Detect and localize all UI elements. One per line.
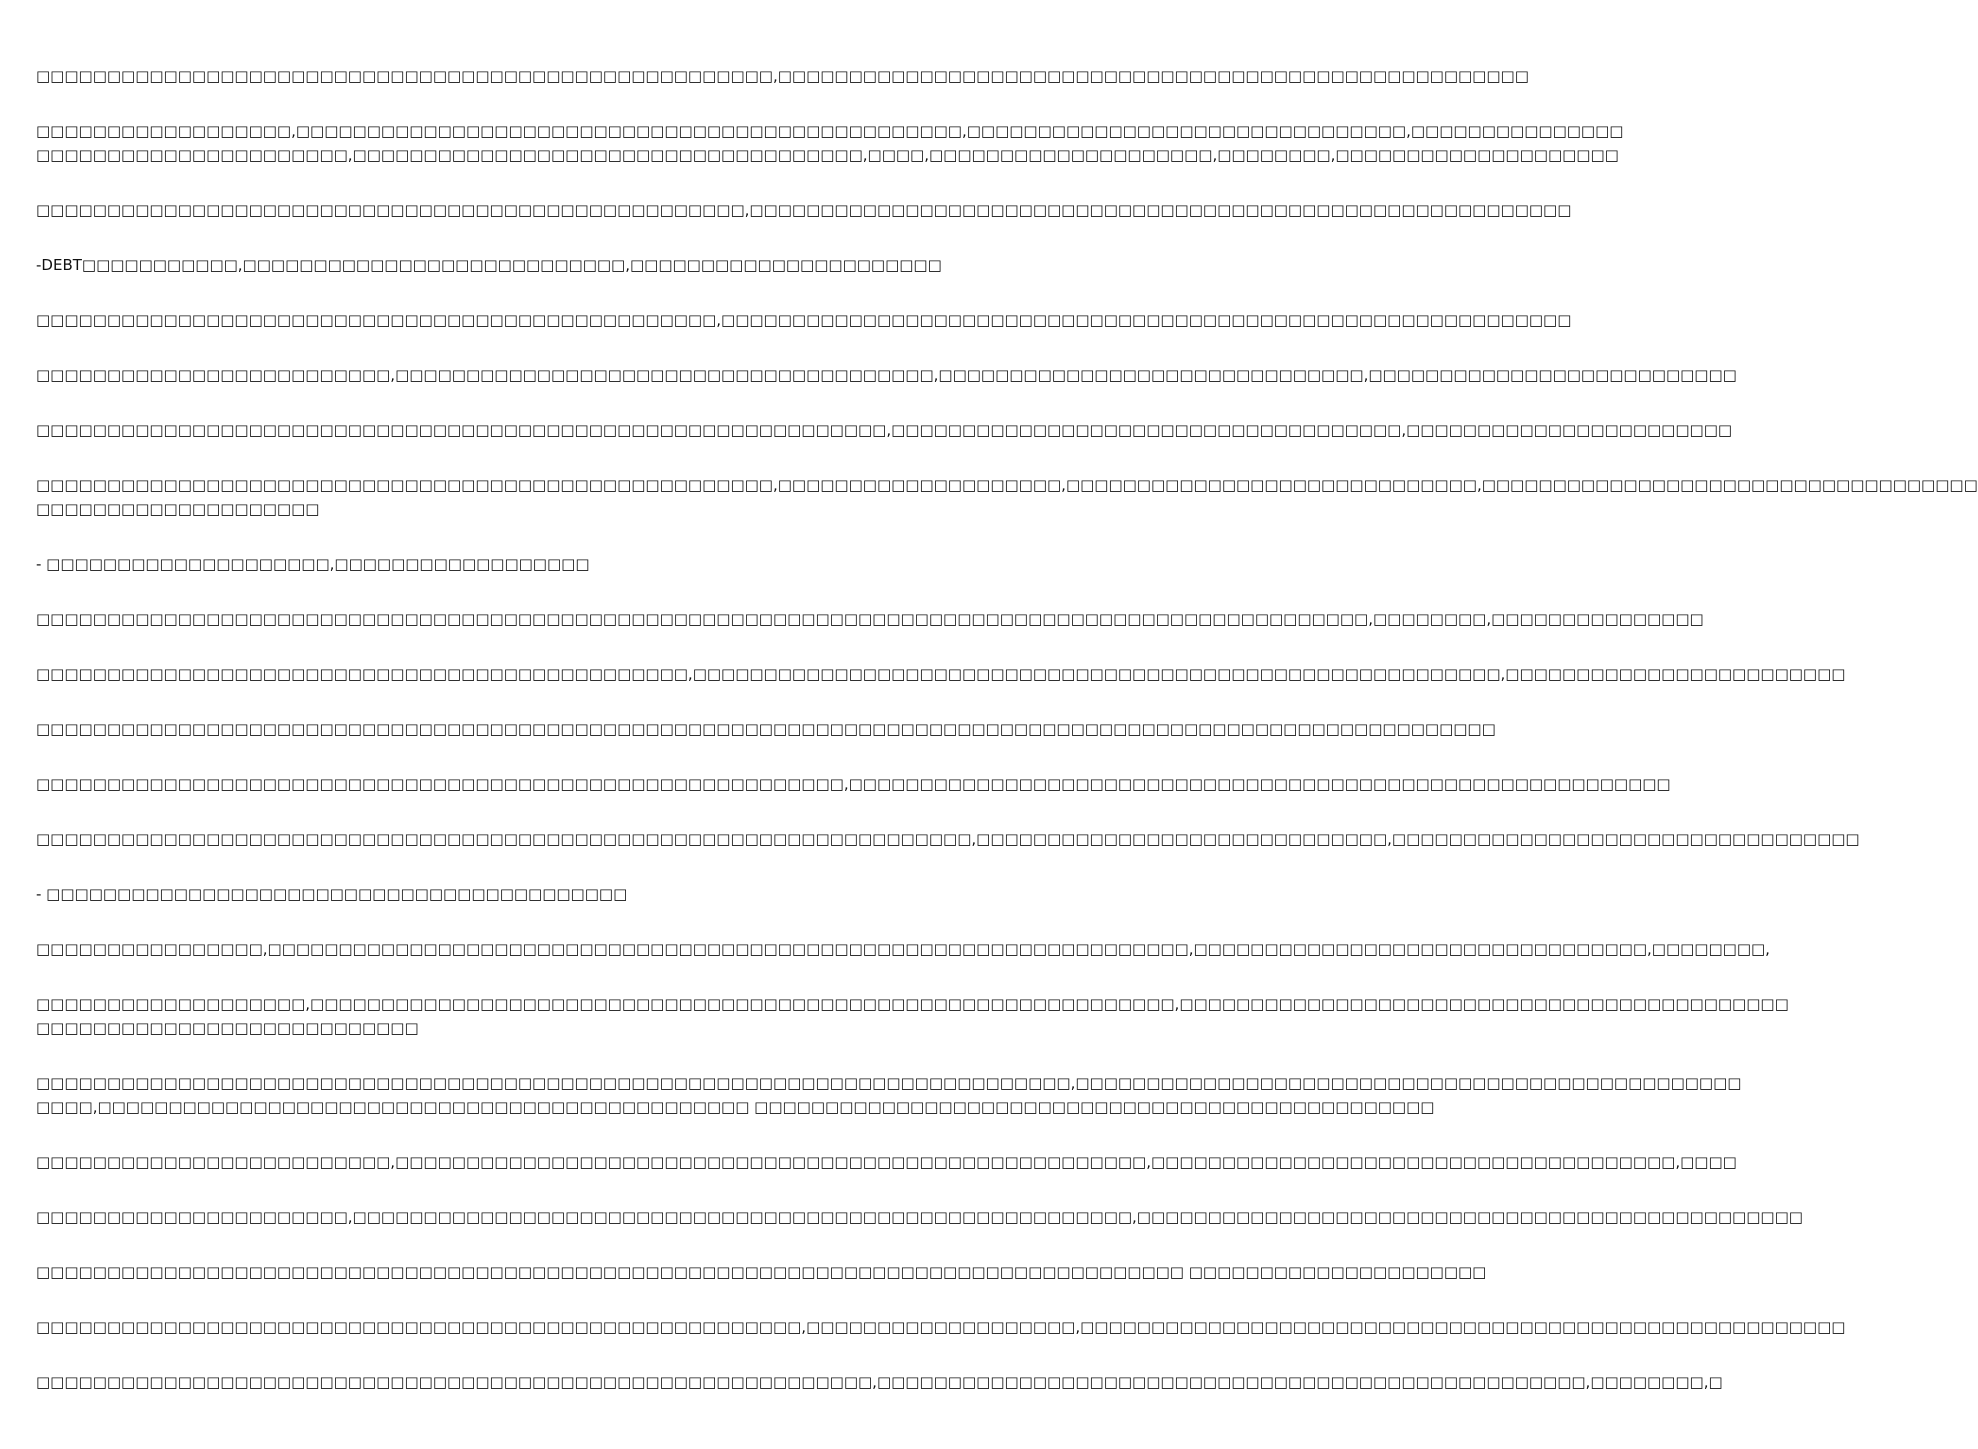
paragraph-line: - □□□□□□□□□□□□□□□□□□□□□□□□□□□□□□□□□□□□□□□□□ — [36, 885, 628, 903]
paragraph — [36, 937, 1770, 961]
paragraph-line: □□□□□□□□□□□□□□□□□□□,□□□□□□□□□□□□□□□□□□□□□□□□□□□□□□□□□□□□□□□□□□□□□□□□□□□□□□□□□□□□□,□□□□□□□□□□□□□□□□□□□□□□□□□□□□□□□□□□□□□□□□□□□ — [36, 995, 1789, 1013]
paragraph — [36, 882, 990, 906]
paragraph — [36, 64, 1529, 88]
paragraph — [36, 552, 990, 576]
paragraph — [36, 607, 1704, 631]
paragraph-line: □□□□□□□□□□□□□□□□□□□□□□□□□□□□□□□□□□□□□□□□□□□□□□□□□□□□□□□□□,□□□□□□□□□□□□□□□□□□□□□□□□□□□□□□□□□□□□□□□□□□□□□□□□□□□□□□□□□□ — [36, 775, 1671, 793]
paragraph-line: □□□□□□□□□□□□□□□□□□□□□□□□□□□□□□□□□□□□□□□□□□□□□□□□□□□□□□□□□□□,□□□□□□□□□□□□□□□□□□□□□□□□□□□□□□□□□□□□□□□□□□□□□□□□□□,□□□□□□□□,□ — [36, 1373, 1723, 1391]
paragraph — [36, 1150, 1737, 1174]
paragraph-line: □□□□□□□□□□□□□□□□□□□□□□□□□,□□□□□□□□□□□□□□□□□□□□□□□□□□□□□□□□□□□□□□,□□□□□□□□□□□□□□□□□□□□□□□□□□□□□□,□□□□□□□□□□□□□□□□□□□□□□□□□□ — [36, 366, 1737, 384]
paragraph-line: □□□□□□□□□□□□□□□□□□□□□□□□□□□□□□□□□□□□□□□□□□□□□□□□□□□□□□□□□□□□□□□□□□,□□□□□□□□□□□□□□□□□□□□□□□□□□□□□,□□□□□□□□□□□□□□□□□□□□□□□□□□□□□□□□□ — [36, 830, 1860, 848]
paragraph-line: □□□□□□□□□□□□□□□□□□□□□□□□□□□□□□□□□□□□□□□□□□□□□□□□□□,□□□□□□□□□□□□□□□□□□□□□□□□□□□□□□□□□□□□□□□□□□□□□□□□□□□□□□□□□□ — [36, 201, 1572, 219]
paragraph-line: □□□□□□□□□□□□□□□□□□□□□□□□□□□□□□□□□□□□□□□□□□□□□□□□□□□□□□□□□□□□□□□□□□□□□□□□□□□□□□□□□□□□□□□□□□□□□□□□□□□□□□□ — [36, 720, 1496, 738]
paragraph — [36, 992, 1789, 1040]
paragraph-line: □□□□□□□□□□□□□□□□□□□□□□,□□□□□□□□□□□□□□□□□□□□□□□□□□□□□□□□□□□□□□□□□□□□□□□□□□□□□□□,□□□□□□□□□□□□□□□□□□□□□□□□□□□□□□□□□□□□□□□□□□□□□□□ — [36, 1208, 1803, 1226]
paragraph-line: □□□□□□□□□□□□□□□□□□□□ — [36, 500, 320, 518]
paragraph — [36, 473, 1978, 521]
paragraph — [36, 418, 1733, 442]
paragraph-line: □□□□□□□□□□□□□□□□□□□□□□□□□□□□□□□□□□□□□□□□□□□□□□□□□□□□□□□□□□□□□□□□□□□□□□□□□□□□□□□□□ □□□□□□□□□□□□□□□□□□□□□ — [36, 1263, 1487, 1281]
paragraph — [36, 662, 1846, 686]
paragraph-line: □□□□,□□□□□□□□□□□□□□□□□□□□□□□□□□□□□□□□□□□□□□□□□□□□□□ □□□□□□□□□□□□□□□□□□□□□□□□□□□□□□□□□□□□□□□□□□□□□□□□ — [36, 1098, 1435, 1116]
paragraph — [36, 1260, 1487, 1284]
paragraph-line: □□□□□□□□□□□□□□□□,□□□□□□□□□□□□□□□□□□□□□□□□□□□□□□□□□□□□□□□□□□□□□□□□□□□□□□□□□□□□□□□□□,□□□□□□□□□□□□□□□□□□□□□□□□□□□□□□□□,□□□□□□□□, — [36, 940, 1770, 958]
paragraph-line: □□□□□□□□□□□□□□□□□□□□□□□□□□□□□□□□□□□□□□□□□□□□□□□□□□□□□□□□□□□□□□□□□□□□□□□□□,□□□□□□□□□□□□□□□□□□□□□□□□□□□□□□□□□□□□□□□□□□□□□□□ — [36, 1074, 1742, 1092]
paragraph-line: □□□□□□□□□□□□□□□□□□□□□□,□□□□□□□□□□□□□□□□□□□□□□□□□□□□□□□□□□□□,□□□□,□□□□□□□□□□□□□□□□□□□□,□□□□□□□□,□□□□□□□□□□□□□□□□□□□□ — [36, 146, 1619, 164]
paragraph-line: □□□□□□□□□□□□□□□□□□□□□□□□□□□□□□□□□□□□□□□□□□□□□□□□□□□□□□□□□□□□□□□□□□□□□□□□□□□□□□□□□□□□□□□□□□□□□□,□□□□□□□□,□□□□□□□□□□□□□□□ — [36, 610, 1704, 628]
paragraph-line: □□□□□□□□□□□□□□□□□□□□□□□□□□□ — [36, 1019, 419, 1037]
paragraph — [36, 119, 1624, 167]
paragraph — [36, 1315, 1846, 1339]
paragraph-line: □□□□□□□□□□□□□□□□□□□□□□□□□□□□□□□□□□□□□□□□□□□□□□□□□□□□□□,□□□□□□□□□□□□□□□□□□□,□□□□□□□□□□□□□□□□□□□□□□□□□□□□□□□□□□□□□□□□□□□□□□□□□□□□□□ — [36, 1318, 1846, 1336]
paragraph-line: □□□□□□□□□□□□□□□□□□□□□□□□□□□□□□□□□□□□□□□□□□□□□□□□□□□□,□□□□□□□□□□□□□□□□□□□□□□□□□□□□□□□□□□□□□□□□□□□□□□□□□□□□□ — [36, 67, 1529, 85]
paragraph — [36, 1071, 1742, 1119]
paragraph-line: □□□□□□□□□□□□□□□□□□□□□□□□□□□□□□□□□□□□□□□□□□□□□□,□□□□□□□□□□□□□□□□□□□□□□□□□□□□□□□□□□□□□□□□□□□□□□□□□□□□□□□□□,□□□□□□□□□□□□□□□□□□□□□□□□ — [36, 665, 1846, 683]
paragraph — [36, 827, 1860, 851]
paragraph — [36, 772, 1671, 796]
paragraph — [36, 253, 990, 277]
document-page — [36, 64, 1978, 1425]
paragraph — [36, 308, 1572, 332]
paragraph-line: □□□□□□□□□□□□□□□□□□□□□□□□□□□□□□□□□□□□□□□□□□□□□□□□,□□□□□□□□□□□□□□□□□□□□□□□□□□□□□□□□□□□□□□□□□□□□□□□□□□□□□□□□□□□□ — [36, 311, 1572, 329]
paragraph-line: □□□□□□□□□□□□□□□□□□,□□□□□□□□□□□□□□□□□□□□□□□□□□□□□□□□□□□□□□□□□□□□□□□,□□□□□□□□□□□□□□□□□□□□□□□□□□□□□□□,□□□□□□□□□□□□□□□ — [36, 122, 1624, 140]
paragraph-line: □□□□□□□□□□□□□□□□□□□□□□□□□□□□□□□□□□□□□□□□□□□□□□□□□□□□,□□□□□□□□□□□□□□□□□□□□,□□□□□□□□□□□□□□□□□□□□□□□□□□□□□,□□□□□□□□□□□□□□□□□□□□□□□□□□□□□□□□□□□ — [36, 476, 1978, 494]
paragraph — [36, 198, 1572, 222]
paragraph-line: - □□□□□□□□□□□□□□□□□□□□,□□□□□□□□□□□□□□□□□□ — [36, 555, 590, 573]
paragraph — [36, 1205, 1803, 1229]
paragraph-line: -DEBT□□□□□□□□□□□,□□□□□□□□□□□□□□□□□□□□□□□□□□□,□□□□□□□□□□□□□□□□□□□□□□ — [36, 256, 942, 274]
paragraph — [36, 1370, 1723, 1394]
paragraph-line: □□□□□□□□□□□□□□□□□□□□□□□□□,□□□□□□□□□□□□□□□□□□□□□□□□□□□□□□□□□□□□□□□□□□□□□□□□□□□□□,□□□□□□□□□□□□□□□□□□□□□□□□□□□□□□□□□□□□□,□□□□ — [36, 1153, 1737, 1171]
paragraph — [36, 363, 1737, 387]
paragraph — [36, 717, 1496, 741]
paragraph-line: □□□□□□□□□□□□□□□□□□□□□□□□□□□□□□□□□□□□□□□□□□□□□□□□□□□□□□□□□□□□,□□□□□□□□□□□□□□□□□□□□□□□□□□□□□□□□□□□□,□□□□□□□□□□□□□□□□□□□□□□□ — [36, 421, 1733, 439]
